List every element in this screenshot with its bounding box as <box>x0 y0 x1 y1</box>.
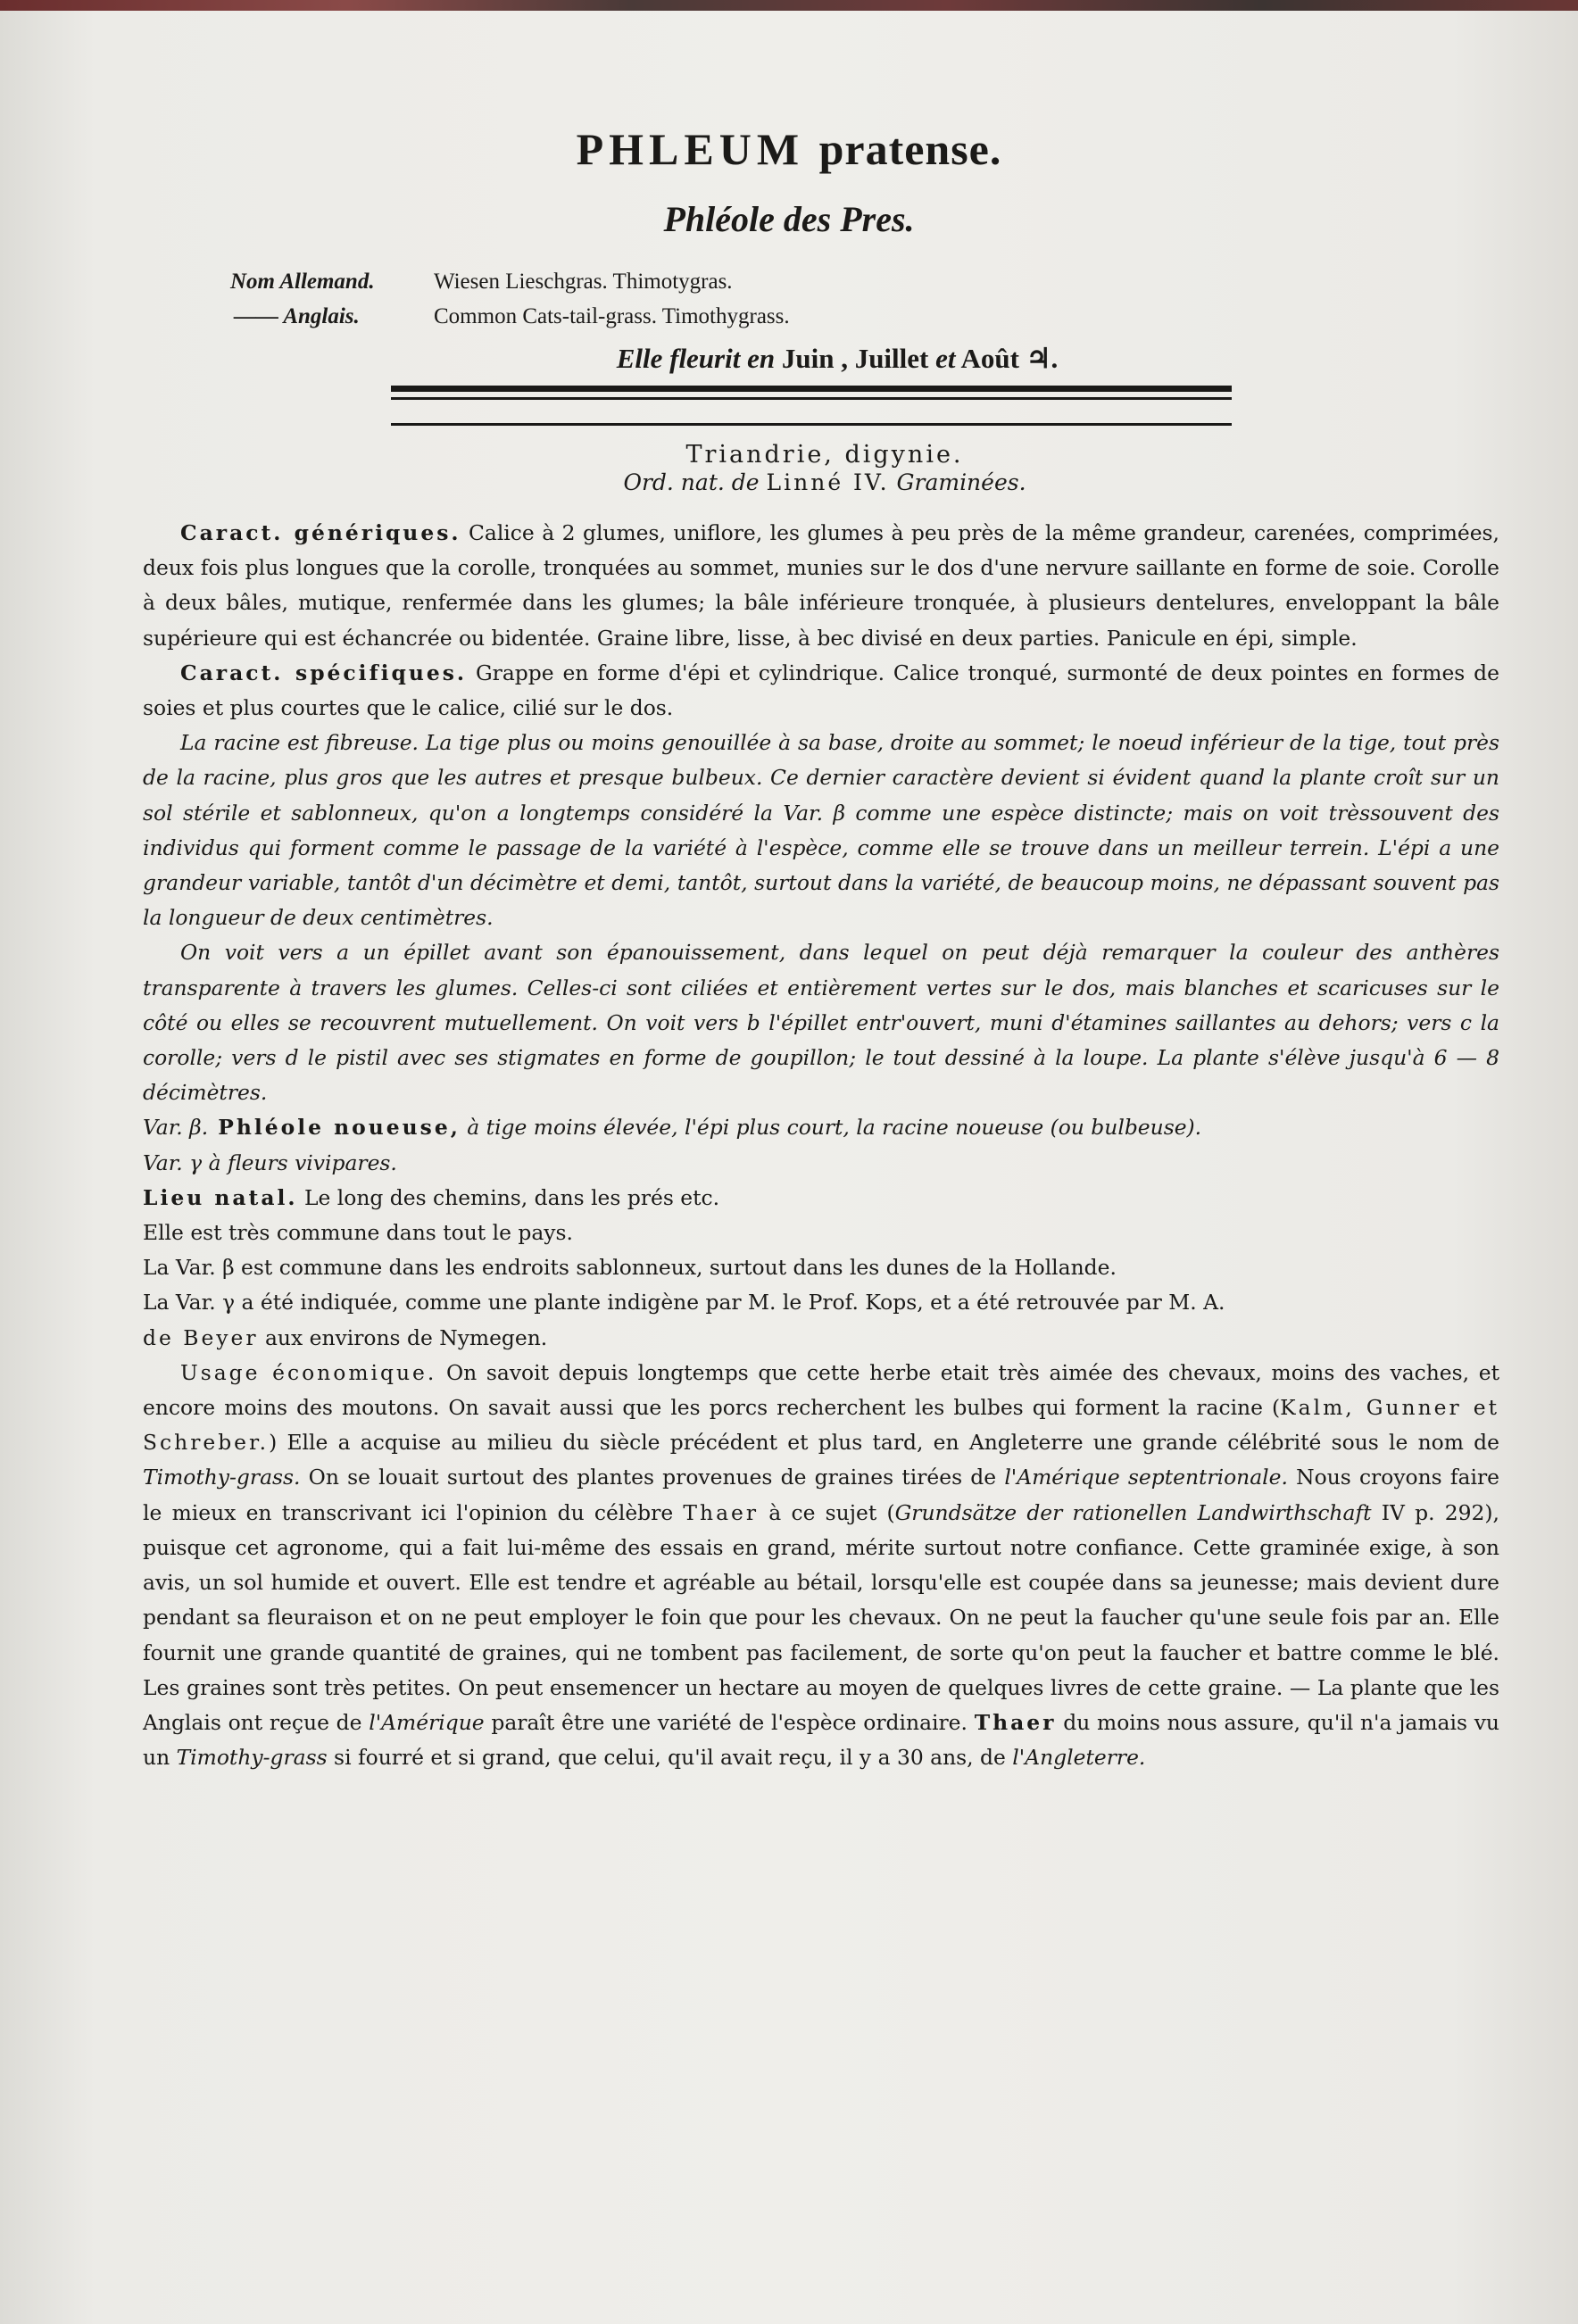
figure-explanation: On voit vers a un épillet avant son épanouissement, dans lequel on peut déjà remarquer la couleur des anthères transparente à travers les glumes. Celles-ci sont ciliées et entièrement vertes sur le dos, mais blanches et scaricuses sur le côté ou elles se recouvrent mutuellement. On voit vers b l'épillet entr'ouvert, muni d'étamines saillantes au dehors; vers c la corolle; vers d le pistil avec ses stigmates en forme de goupillon; le tout dessiné à la loupe. La plante s'élève jusqu'à 6 — 8 décimètres. <box>143 940 1499 1106</box>
usage-label: Usage économique. <box>180 1359 437 1385</box>
generic-text: Calice à 2 glumes, uniflore, les glumes à peu près de la même grandeur, carenées, comprimées, deux fois plus longues que la corolle, tronquées au sommet, munies sur le dos d'une nervure saillante en forme de soie. Corolle à deux bâles, mutique, renfermée dans les glumes; la bâle inférieure tronquée, à plusieurs dentelures, enveloppant la bâle supérieure qui est échancrée ou bidentée. Graine libre, lisse, à bec divisé en deux parties. Panicule en épi, simple. <box>143 520 1499 651</box>
habitat-label: Lieu natal. <box>143 1184 298 1210</box>
var-beta-name: Phléole noueuse, <box>208 1115 461 1141</box>
var-beta-text: à tige moins élevée, l'épi plus court, la racine noueuse (ou bulbeuse). <box>460 1115 1202 1141</box>
habitat <box>143 1181 1499 1216</box>
usage-text-5: à ce sujet ( <box>759 1499 895 1525</box>
var-gamma-found-1: La Var. γ a été indiquée, comme une plante indigène par M. le Prof. Kops, et a été retrouvée par M. A. <box>143 1290 1225 1316</box>
species-name: pratense. <box>818 124 1002 174</box>
var-gamma-author: de Beyer <box>143 1324 259 1350</box>
generic-characters <box>143 516 1499 656</box>
rule-bottom <box>391 423 1232 426</box>
flowering-et: et <box>935 343 956 374</box>
usage-text-2: ) Elle a acquise au milieu du siècle précédent et plus tard, en Angleterre une grande célébrité sous le nom de <box>269 1430 1499 1456</box>
rule-thick <box>391 386 1232 392</box>
english-label: —— Anglais. <box>234 304 360 328</box>
usage-thaer-2: Thaer <box>974 1709 1057 1735</box>
habitat-common: Elle est très commune dans tout le pays. <box>143 1220 573 1246</box>
specific-label: Caract. spécifiques. <box>180 660 468 685</box>
usage-authors: Kalm, Gunner et Schreber. <box>143 1395 1499 1456</box>
variety-beta <box>143 1110 1499 1145</box>
usage-thaer: Thaer <box>683 1499 760 1525</box>
usage-text-6: IV p. 292), puisque cet agronome, qui a fait lui-même des essais en grand, mérite surtout notre confiance. Cette graminée exige, à son avis, un sol humide et ouvert. Elle est tendre et agréable au bétail, lorsqu'elle est coupée dans sa jeunesse; mais devient dure pendant sa fleuraison et on ne peut employer le foin que pour les chevaux. On ne peut la faucher qu'une seule fois par an. Elle fournit une grande quantité de graines, qui ne tombent pas facilement, de sorte qu'on peut la faucher et battre comme le blé. Les graines sont très petites. On peut ensemencer un hectare au moyen de quelques livres de cette graine. — La plante que les Anglais ont reçue de <box>143 1499 1499 1735</box>
page-title <box>0 123 1578 175</box>
usage-timothy-2: Timothy-grass <box>176 1745 328 1771</box>
var-gamma-found-2: aux environs de Nymegen. <box>258 1324 548 1350</box>
flowering-line <box>0 343 1578 375</box>
usage-america: l'Amérique septentrionale. <box>1004 1465 1288 1490</box>
common-names <box>230 264 790 334</box>
ordo-family: Graminées. <box>896 469 1026 495</box>
specific-characters <box>143 656 1499 726</box>
linnaean-class: Triandrie, digynie. <box>685 441 964 469</box>
page-top-edge <box>0 0 1578 11</box>
german-name-row <box>230 264 790 299</box>
flowering-months: Juin , Juillet <box>781 343 929 374</box>
specific-text: Grappe en forme d'épi et cylindrique. Calice tronqué, surmonté de deux pointes en formes de soies et plus courtes que le calice, cilié sur le dos. <box>143 660 1499 721</box>
ordo-pre: Ord. nat. de <box>623 469 760 495</box>
usage-text-1: On savoit depuis longtemps que cette herbe etait très aimée des chevaux, moins des vaches, et encore moins des moutons. On savait aussi que les porcs recherchent les bulbes qui forment la racine ( <box>143 1359 1499 1421</box>
habitat-text: Le long des chemins, dans les prés etc. <box>297 1184 720 1210</box>
english-value: Common Cats-tail-grass. Timothygrass. <box>434 304 790 328</box>
genus-name: PHLEUM <box>576 124 805 174</box>
english-name-row <box>230 299 790 334</box>
generic-label: Caract. génériques. <box>180 520 461 545</box>
flowering-last: Août ♃. <box>960 343 1059 374</box>
natural-order <box>0 469 1578 495</box>
usage-text-9: si fourré et si grand, que celui, qu'il avait reçu, il y a 30 ans, de <box>327 1745 1013 1771</box>
description-body <box>143 516 1499 1775</box>
usage-text-8: du moins nous assure, qu'il n'a jamais vu un <box>143 1709 1499 1771</box>
flowering-pre: Elle fleurit en <box>616 343 776 374</box>
description-paragraph: La racine est fibreuse. La tige plus ou moins genouillée à sa base, droite au sommet; le noeud inférieur de la tige, tout près de la racine, plus gros que les autres et presque bulbeux. Ce dernier caractère devient si évident quand la plante croît sur un sol stérile et sablonneux, qu'on a longtemps considéré la Var. β comme une espèce distincte; mais on voit trèssouvent des individus qui forment comme le passage de la variété à l'espèce, comme elle se trouve dans un meilleur terrein. L'épi a une grandeur variable, tantôt d'un décimètre et demi, tantôt, surtout dans la variété, de beaucoup moins, ne dépassant souvent pas la longueur de deux centimètres. <box>143 730 1499 931</box>
usage-england: l'Angleterre. <box>1012 1745 1146 1771</box>
habitat-var-gamma <box>143 1285 1499 1355</box>
habitat-var-beta: La Var. β est commune dans les endroits sablonneux, surtout dans les dunes de la Hollande. <box>143 1255 1117 1281</box>
german-value: Wiesen Lieschgras. Thimotygras. <box>434 270 733 294</box>
var-beta-label: Var. β. <box>143 1115 209 1141</box>
economic-use <box>143 1356 1499 1775</box>
usage-america-2: l'Amérique <box>369 1709 485 1735</box>
usage-book: Grundsätze der rationellen Landwirthschaft <box>894 1499 1372 1525</box>
variety-gamma: Var. γ à fleurs vivipares. <box>143 1150 397 1175</box>
usage-text-7: paraît être une variété de l'espèce ordinaire. <box>484 1709 975 1735</box>
ordo-author: Linné IV. <box>766 469 890 495</box>
usage-timothy-1: Timothy-grass. <box>143 1465 301 1490</box>
vernacular-name: Phléole des Pres. <box>663 199 915 239</box>
rule-thin <box>391 397 1232 400</box>
usage-text-3: On se louait surtout des plantes provenues de graines tirées de <box>300 1465 1005 1490</box>
german-label: Nom Allemand. <box>230 270 375 294</box>
usage-text-4: Nous croyons faire le mieux en transcrivant ici l'opinion du célèbre <box>143 1465 1499 1525</box>
